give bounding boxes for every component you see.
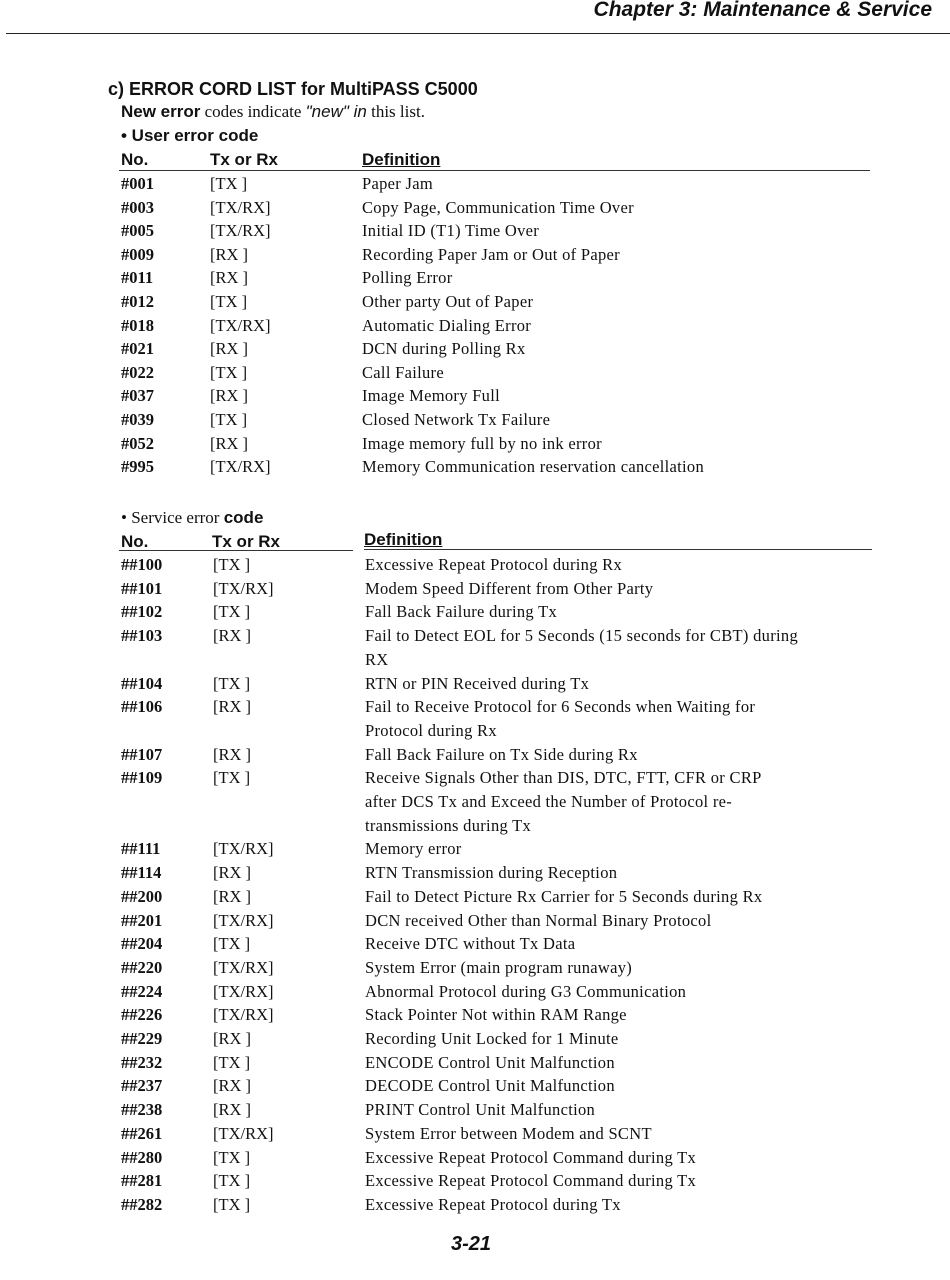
tx-rx-value: [RX ]: [213, 697, 252, 717]
header-rule: [6, 33, 950, 34]
error-code: ##103: [121, 626, 163, 646]
error-code: ##224: [121, 981, 163, 1001]
tx-rx-value: [TX/RX]: [213, 1123, 274, 1143]
error-code: ##261: [121, 1123, 163, 1143]
tx-rx-value: [TX/RX]: [213, 1005, 274, 1025]
error-code: #009: [121, 244, 154, 264]
user-error-row: [0, 292, 950, 316]
error-definition: Recording Unit Locked for 1 Minute: [365, 1029, 619, 1048]
service-error-row: [0, 887, 950, 911]
service-error-row: [0, 1171, 950, 1195]
service-error-row: [0, 674, 950, 698]
user-error-row: [0, 339, 950, 363]
service-error-row: [0, 839, 950, 863]
user-error-row: [0, 386, 950, 410]
tx-rx-value: [RX ]: [213, 1076, 252, 1096]
error-definition: Fall Back Failure on Tx Side during Rx: [365, 744, 638, 764]
tx-rx-value: [TX ]: [213, 1147, 251, 1167]
intro-new-in: "new" in: [305, 102, 367, 121]
user-error-row: [0, 268, 950, 292]
tx-rx-value: [TX ]: [210, 410, 248, 429]
error-definition: Automatic Dialing Error: [362, 315, 532, 335]
error-code: ##220: [121, 957, 163, 977]
service-error-row: [0, 982, 950, 1006]
service-error-row: [0, 602, 950, 626]
error-code: ##104: [121, 673, 163, 693]
user-error-row: [0, 245, 950, 269]
tx-rx-value: [RX ]: [213, 1100, 252, 1120]
error-code: #995: [121, 457, 154, 477]
error-definition: Receive DTC without Tx Data: [365, 934, 576, 954]
error-definition: Image memory full by no ink error: [362, 433, 602, 453]
service-error-row: [0, 745, 950, 769]
error-code: ##106: [121, 697, 163, 717]
tx-rx-value: [TX/RX]: [210, 315, 271, 335]
service-error-row: [0, 1100, 950, 1124]
error-definition-continued: RX: [365, 649, 389, 669]
service-error-row: [0, 958, 950, 982]
service-col-definition: Definition: [364, 530, 443, 549]
error-code: #003: [121, 197, 154, 217]
error-definition: Memory Communication reservation cancellation: [362, 457, 705, 477]
service-error-row: [0, 1053, 950, 1077]
user-error-row: [0, 174, 950, 198]
error-definition-continued: transmissions during Tx: [365, 815, 532, 835]
error-code: #018: [121, 315, 154, 335]
error-code: ##109: [121, 768, 163, 788]
service-error-row: [0, 1195, 950, 1219]
error-definition: Fail to Detect EOL for 5 Seconds (15 seconds for CBT) during: [365, 626, 799, 646]
error-definition: Modem Speed Different from Other Party: [365, 578, 654, 598]
tx-rx-value: [RX ]: [213, 1029, 252, 1048]
intro-line: [121, 102, 425, 122]
service-error-row: [0, 934, 950, 958]
error-definition: Closed Network Tx Failure: [362, 410, 551, 429]
tx-rx-value: [RX ]: [213, 863, 252, 883]
tx-rx-value: [TX/RX]: [210, 197, 271, 217]
user-error-row: [0, 434, 950, 458]
error-definition: Copy Page, Communication Time Over: [362, 197, 634, 217]
error-definition: Image Memory Full: [362, 386, 500, 406]
error-code: ##200: [121, 886, 163, 906]
error-code: #022: [121, 362, 154, 382]
error-code: ##280: [121, 1147, 163, 1167]
list-title: c) ERROR CORD LIST for MultiPASS C5000: [108, 79, 478, 99]
error-definition: Excessive Repeat Protocol Command during Tx: [365, 1171, 697, 1191]
error-definition: Recording Paper Jam or Out of Paper: [362, 244, 620, 264]
service-error-row: [0, 697, 950, 721]
error-code: ##100: [121, 555, 163, 574]
tx-rx-value: [TX/RX]: [210, 221, 271, 241]
service-header-rule-right: [364, 549, 872, 550]
tx-rx-value: [RX ]: [213, 626, 252, 646]
error-code: ##114: [121, 863, 162, 883]
tx-rx-value: [TX/RX]: [213, 839, 274, 859]
tx-rx-value: [TX/RX]: [210, 457, 271, 477]
service-col-txrx: Tx or Rx: [212, 532, 281, 551]
user-error-row: [0, 316, 950, 340]
service-col-no: No.: [121, 532, 149, 551]
tx-rx-value: [TX ]: [213, 555, 251, 574]
error-code: ##226: [121, 1005, 163, 1025]
tx-rx-value: [TX/RX]: [213, 981, 274, 1001]
tx-rx-value: [TX/RX]: [213, 910, 274, 930]
error-code: ##201: [121, 910, 163, 930]
tx-rx-value: [RX ]: [213, 886, 252, 906]
service-error-row: [0, 1076, 950, 1100]
intro-this-list: this list.: [371, 102, 425, 121]
service-heading-text: • Service error: [121, 508, 220, 527]
user-error-row: [0, 363, 950, 387]
page-number: 3-21: [451, 1233, 492, 1255]
error-code: ##232: [121, 1052, 163, 1072]
tx-rx-value: [TX ]: [213, 768, 251, 788]
service-error-row: [0, 768, 950, 792]
error-definition: Fail to Receive Protocol for 6 Seconds when Waiting for: [365, 697, 756, 717]
error-code: ##237: [121, 1076, 163, 1096]
error-definition: Other party Out of Paper: [362, 292, 534, 311]
error-definition: DECODE Control Unit Malfunction: [365, 1076, 615, 1096]
error-definition: Excessive Repeat Protocol during Rx: [365, 555, 623, 574]
error-definition-continued: after DCS Tx and Exceed the Number of Protocol re-: [365, 792, 733, 811]
error-definition: Call Failure: [362, 362, 444, 382]
tx-rx-value: [RX ]: [210, 339, 249, 359]
error-code: #037: [121, 386, 154, 406]
tx-rx-value: [RX ]: [210, 433, 249, 453]
tx-rx-value: [TX ]: [210, 362, 248, 382]
service-error-heading: [121, 508, 263, 528]
error-code: #039: [121, 410, 154, 429]
tx-rx-value: [TX ]: [213, 602, 251, 622]
error-code: #021: [121, 339, 154, 359]
error-definition: PRINT Control Unit Malfunction: [365, 1100, 596, 1120]
service-error-row: [0, 863, 950, 887]
service-header-rule-left: [119, 550, 353, 551]
error-definition-continued: Protocol during Rx: [365, 720, 497, 740]
user-col-no: No.: [121, 150, 149, 169]
user-col-txrx: Tx or Rx: [210, 150, 279, 169]
chapter-header: Chapter 3: Maintenance & Service: [593, 0, 932, 21]
error-definition: Fail to Detect Picture Rx Carrier for 5 Seconds during Rx: [365, 886, 763, 906]
error-definition: Fall Back Failure during Tx: [365, 602, 558, 622]
service-heading-code: code: [223, 508, 264, 527]
user-error-heading: • User error code: [121, 126, 259, 145]
error-code: #052: [121, 433, 154, 453]
user-error-row: [0, 198, 950, 222]
error-definition: RTN or PIN Received during Tx: [365, 673, 590, 693]
error-definition: Stack Pointer Not within RAM Range: [365, 1005, 627, 1025]
user-error-row: [0, 457, 950, 481]
tx-rx-value: [RX ]: [213, 744, 252, 764]
service-error-row: [0, 1005, 950, 1029]
service-error-row: [0, 626, 950, 650]
error-definition: Receive Signals Other than DIS, DTC, FTT, CFR or CRP: [365, 768, 762, 788]
error-definition: Initial ID (T1) Time Over: [362, 221, 540, 241]
error-code: ##204: [121, 934, 163, 954]
error-code: ##111: [121, 839, 161, 859]
tx-rx-value: [TX ]: [213, 1171, 251, 1191]
service-error-row: [0, 911, 950, 935]
error-definition: Memory error: [365, 839, 462, 859]
error-code: ##281: [121, 1171, 163, 1191]
error-definition: System Error between Modem and SCNT: [365, 1123, 652, 1143]
error-definition: Paper Jam: [362, 174, 433, 193]
error-code: #012: [121, 292, 154, 311]
tx-rx-value: [RX ]: [210, 386, 249, 406]
error-code: ##282: [121, 1194, 163, 1214]
tx-rx-value: [TX ]: [210, 292, 248, 311]
error-code: #005: [121, 221, 154, 241]
error-code: ##229: [121, 1029, 163, 1048]
error-definition: DCN during Polling Rx: [362, 339, 526, 359]
error-definition: Polling Error: [362, 268, 453, 288]
intro-new-error: New error: [121, 102, 201, 121]
error-definition: Excessive Repeat Protocol Command during Tx: [365, 1147, 697, 1167]
service-error-row: [0, 1029, 950, 1053]
error-code: ##102: [121, 602, 163, 622]
error-code: #011: [121, 268, 154, 288]
error-definition: RTN Transmission during Reception: [365, 863, 618, 883]
user-error-row: [0, 410, 950, 434]
service-error-row: [0, 555, 950, 579]
error-definition: Excessive Repeat Protocol during Tx: [365, 1194, 621, 1214]
tx-rx-value: [TX ]: [210, 174, 248, 193]
user-error-row: [0, 221, 950, 245]
error-definition: ENCODE Control Unit Malfunction: [365, 1052, 615, 1072]
service-error-row: [0, 1124, 950, 1148]
service-error-row: [0, 579, 950, 603]
user-header-rule: [119, 170, 870, 171]
error-code: ##107: [121, 744, 163, 764]
tx-rx-value: [RX ]: [210, 244, 249, 264]
tx-rx-value: [RX ]: [210, 268, 249, 288]
tx-rx-value: [TX ]: [213, 1194, 251, 1214]
tx-rx-value: [TX/RX]: [213, 957, 274, 977]
user-col-definition: Definition: [362, 150, 441, 169]
error-code: ##238: [121, 1100, 163, 1120]
error-definition: Abnormal Protocol during G3 Communication: [365, 981, 687, 1001]
error-definition: DCN received Other than Normal Binary Protocol: [365, 910, 712, 930]
error-definition: System Error (main program runaway): [365, 957, 633, 977]
service-error-row: [0, 1148, 950, 1172]
error-code: #001: [121, 174, 154, 193]
tx-rx-value: [TX/RX]: [213, 578, 274, 598]
error-code: ##101: [121, 578, 163, 598]
intro-codes-indicate: codes indicate: [204, 102, 302, 121]
tx-rx-value: [TX ]: [213, 1052, 251, 1072]
tx-rx-value: [TX ]: [213, 934, 251, 954]
tx-rx-value: [TX ]: [213, 673, 251, 693]
